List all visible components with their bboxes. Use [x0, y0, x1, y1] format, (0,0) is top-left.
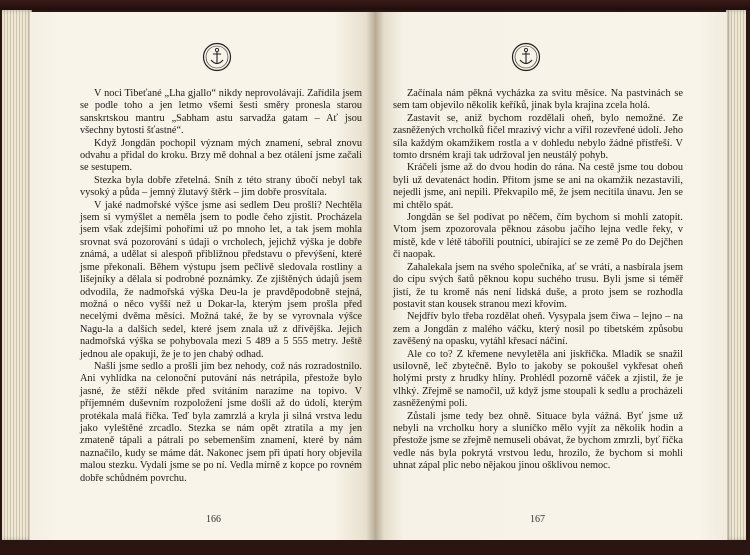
paragraph: Když Jongdän pochopil význam mých znamení, sebral znovu odvahu a přidal do kroku. Brzy mě dohnal a bez otálení jsme začali se sestupem.	[80, 137, 362, 174]
anchor-emblem-icon	[511, 42, 541, 72]
paragraph: Stezka byla dobře zřetelná. Sníh z této strany úbočí nebyl tak vysoký a půda – jemný žlutavý štěrk – jim dobře prosvítala.	[80, 174, 362, 199]
paragraph: Našli jsme sedlo a prošli jím bez nehody, což nás rozradostnilo. Ani vyhlídka na celonoční putování nás netrápila, přestože bylo jasné, že stěží někde před svítáním narazíme na topivo. V příjemném duševním rozpoložení jsme došli až do údolí, kterým protékala malá říčka. Teď byla zamrzlá a kryla ji silná vrstva ledu jako vyleštěné zrcadlo. Stezka se nám opět ztratila a my jen zmateně tápali a pátrali po sebemenším znamení, které by nám naznačilo, kudy se máme dát. Nakonec jsem při úpatí hory objevila malou stezku. Vydali jsme se po ní. Vedla mírně z kopce po rovném dobře schůdném povrchu.	[80, 360, 362, 484]
paragraph: Ale co to? Z křemene nevyletěla ani jiskřička. Mladík se snažil usilovně, leč zbytečně. Bylo to jakoby se pokoušel vykřesat oheň holými prsty z hrudky hlíny. Prohlédl pozorně váček a zjistil, že je vlhký. Zřejmě se namočil, už když jsme stoupali k sedlu a procházeli zasněženými poli.	[393, 348, 683, 410]
paragraph: Zastavit se, aniž bychom rozdělali oheň, bylo nemožné. Ze zasněžených vrcholků fičel mrazivý vichr a vířil rozevřené údolí. Jeho síla každým okamžikem rostla a v dohledu nebylo žádné přístřeší. V tomto drsném kraji tak udržoval jen neustálý pohyb.	[393, 112, 683, 162]
paragraph: Zahalekala jsem na svého společníka, ať se vrátí, a nasbírala jsem do cípu svých šatů pěknou kopu suchého trusu. Byli jsme si téměř jistí, že tu kromě nás není lidská duše, a proto jsem se rozhodla postavit stan kousek stranou mezi křovím.	[393, 261, 683, 310]
page-number: 166	[206, 514, 221, 525]
anchor-emblem-icon	[202, 42, 232, 72]
paragraph: Zůstali jsme tedy bez ohně. Situace byla vážná. Byť jsme už nebyli na vrcholku hory a sluníčko mělo vyjít za několik hodin a přestože jsme se zřejmě nemuseli obávat, že bychom zmrzli, byť říčka vedle nás byla pokrytá vrstvou ledu, hrozilo, že bychom si mohli uhnat zápal plic nebo nějakou jinou ošklivou nemoc.	[393, 410, 683, 472]
paragraph: Začínala nám pěkná vycházka za svitu měsíce. Na pastvinách se sem tam objevilo několik keříků, jinak byla krajina zcela holá.	[393, 88, 683, 112]
left-page	[30, 12, 375, 540]
left-page-stack	[2, 10, 32, 540]
book-bottom-edge	[0, 540, 750, 555]
right-page-stack	[726, 10, 746, 540]
right-page-body	[393, 88, 683, 473]
paragraph: Kráčeli jsme až do dvou hodin do rána. Na cestě jsme tou dobou byli už devatenáct hodin. Přitom jsme se ani na okamžik nezastavili, nejedli jsme, ani nepili. Překvapilo mě, že jsem necítila únavu. Jen se mi chtělo spát.	[393, 162, 683, 211]
page-number: 167	[530, 514, 545, 525]
paragraph: Nejdřív bylo třeba rozdělat oheň. Vysypala jsem čiwa – lejno – na zem a Jongdän z malého váčku, který nosil po tibetském způsobu zavěšený na opasku, vytáhl křesací náčiní.	[393, 311, 683, 348]
paragraph: Jongdän se šel podívat po něčem, čím bychom si mohli zatopit. Vtom jsem zpozorovala pěknou zásobu jačího lejna vedle řeky, v místě, kde v létě tábořili poutníci, ubírající se ze země Po do Dejčhen či naopak.	[393, 212, 683, 261]
right-page	[375, 12, 727, 540]
book-gutter	[366, 12, 384, 540]
paragraph: V noci Tibeťané „Lha gjallo“ nikdy neprovolávají. Zařídila jsem se podle toho a jen letmo všemi šesti směry pronesla starou sanskrtskou mantru „Sabham astu sarvadža gatam – Ať jsou všechny bytosti šťastné“.	[80, 88, 362, 137]
left-page-body	[80, 88, 362, 485]
book-top-edge	[0, 0, 750, 10]
paragraph: V jaké nadmořské výšce jsme asi sedlem Deu prošli? Nechtěla jsem si vymýšlet a neměla jsem to podle čeho zjistit. Procházela jsem však zdejšími pohořími už po mnoho let, a tak jsem mohla srovnat svá pozorování s údaji o vrcholech, jejichž výška je dobře známá, a udělat si alespoň přibližnou představu o převýšení, které jsme překonali. Během výstupu jsem pečlivě sledovala rostliny a lišejníky a dělala si podrobné poznámky. Ze zjištěných údajů jsem odvodila, že nadmořská výška Deu-la je pravděpodobně stejná, možná o něco vyšší než u Dokar-la, kterým jsem prošla před necelými dvěma měsíci. Možná také, že by se vyrovnala výšce Nagu-la a dalších sedel, které jsem znala už z dřívějška. Jejich nadmořská výška se pohybovala mezi 5 489 a 5 555 metry. Ještě jednou ale opakuji, že je to jen chabý odhad.	[80, 199, 362, 360]
